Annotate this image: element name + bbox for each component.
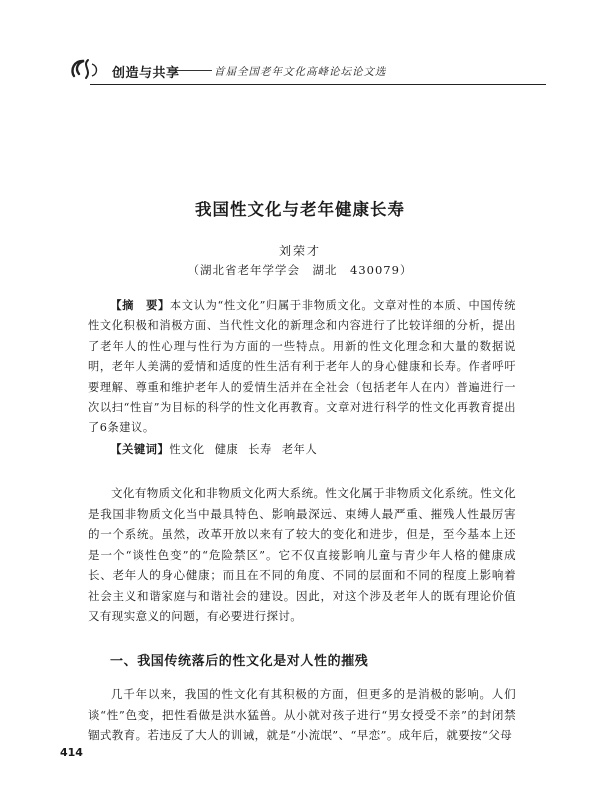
keyword-item: 长寿 xyxy=(248,442,272,456)
header-dash xyxy=(170,70,212,71)
author-affiliation: （湖北省老年学学会 湖北 430079） xyxy=(187,263,413,277)
keywords-label: 【关键词】 xyxy=(110,441,170,456)
header-rule xyxy=(90,84,546,85)
series-subtitle: 首届全国老年文化高峰论坛论文选 xyxy=(214,66,387,78)
body-text-intro xyxy=(88,483,516,627)
series-title: 创造与共享 xyxy=(112,66,180,81)
body-paragraph: 文化有物质文化和非物质文化两大系统。性文化属于非物质文化系统。性文化是我国非物质文化当中最具特色、影响最深远、束缚人最严重、摧残人性最厉害的一个系统。虽然，改革开放以来有了较大的变化和进步，但是，至今基本上还是一个“谈性色变”的“危险禁区”。它不仅直接影响儿童与青少年人格的健康成长、老年人的身心健康；而且在不同的角度、不同的层面和不同的程度上影响着社会主义和谐家庭与和谐社会的建设。因此，对这个涉及老年人的既有理论价值又有现实意义的问题，有必要进行探讨。 xyxy=(88,486,516,623)
paper-title: 我国性文化与老年健康长寿 xyxy=(195,200,405,219)
series-logo-icon xyxy=(68,56,106,82)
keywords-line xyxy=(88,439,516,460)
body-paragraph: 几千年以来，我国的性文化有其积极的方面，但更多的是消极的影响。人们谈“性”色变，把性看做是洪水猛兽。从小就对孩子进行“男女授受不亲”的封闭禁锢式教育。若违反了大人的训诫，就是“小流氓”、“早恋”。成年后，就要按“父母 xyxy=(88,687,516,742)
body-text-section1 xyxy=(88,684,516,746)
abstract-block xyxy=(88,295,516,460)
page-number: 414 xyxy=(60,746,83,759)
section-heading: 一、我国传统落后的性文化是对人性的摧残 xyxy=(110,654,369,669)
abstract-text: 本文认为“性文化”归属于非物质文化。文章对性的本质、中国传统性文化积极和消极方面、当代性文化的新理念和内容进行了比较详细的分析，提出了老年人的性心理与性行为方面的一些特点。用新的性文化理念和大量的数据说明，老年人美满的爱情和适度的性生活有利于老年人的身心健康和长寿。作者呼吁要理解、尊重和维护老年人的爱情生活并在全社会（包括老年人在内）普遍进行一次以扫“性盲”为目标的科学的性文化再教育。文章对进行科学的性文化再教育提出了6条建议。 xyxy=(88,299,516,435)
abstract-paragraph xyxy=(88,295,516,439)
keyword-item: 性文化 xyxy=(169,442,205,456)
author-name: 刘荣才 xyxy=(278,244,321,258)
keyword-item: 健康 xyxy=(214,442,239,456)
running-header xyxy=(68,60,546,82)
keyword-item: 老年人 xyxy=(281,442,318,456)
abstract-label: 【摘 要】 xyxy=(110,298,170,312)
